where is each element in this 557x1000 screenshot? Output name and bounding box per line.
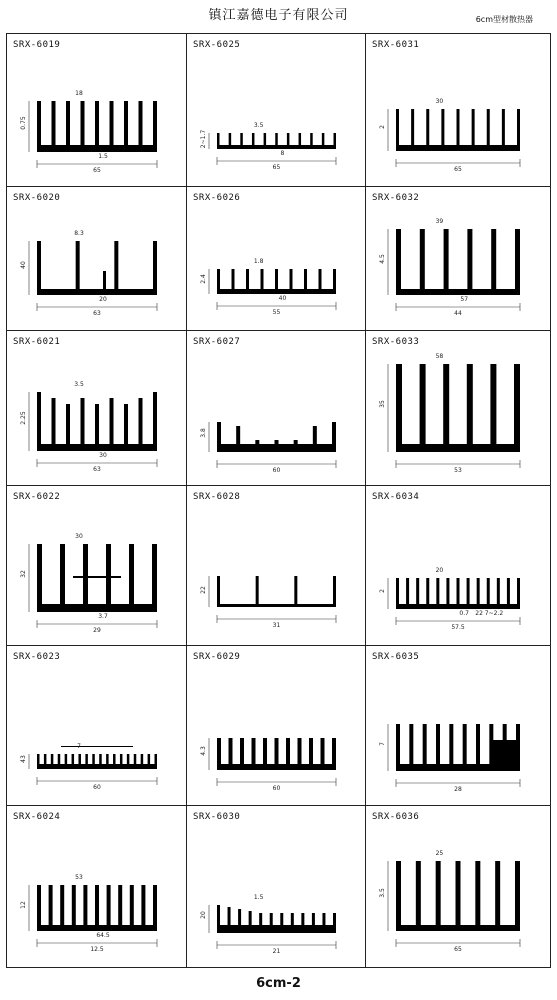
height-dimension: 22 xyxy=(200,586,207,594)
product-grid xyxy=(6,33,551,968)
height-dimension: 2 xyxy=(379,589,386,593)
heatsink-profile xyxy=(396,578,520,609)
product-cell xyxy=(7,34,187,187)
product-cell xyxy=(187,646,366,806)
product-model-label: SRX-6019 xyxy=(13,40,61,50)
heatsink-profile xyxy=(217,422,336,452)
width-dimension: 60 xyxy=(272,467,281,474)
height-dimension: 4.3 xyxy=(200,746,207,756)
profile-drawing xyxy=(7,331,187,486)
fin-dimension: 1.5 xyxy=(253,894,264,901)
width-dimension: 60 xyxy=(272,785,281,792)
fin-dimension: 25 xyxy=(435,850,444,857)
heatsink-profile xyxy=(37,392,157,451)
profile-drawing xyxy=(366,34,550,187)
fin-dimension: 8.3 xyxy=(74,230,84,237)
product-model-label: SRX-6023 xyxy=(13,652,61,662)
detail-dimension: 8 xyxy=(280,150,285,157)
width-dimension: 21 xyxy=(272,948,281,955)
width-dimension: 60 xyxy=(93,784,101,791)
profile-drawing xyxy=(187,646,366,806)
fin-dimension: 53 xyxy=(75,874,83,881)
heatsink-profile xyxy=(217,738,336,770)
product-cell xyxy=(366,486,550,646)
profile-drawing xyxy=(7,187,187,331)
width-dimension: 57.5 xyxy=(451,624,465,631)
product-cell xyxy=(7,486,187,646)
height-dimension: 4.5 xyxy=(379,254,386,264)
product-cell xyxy=(7,646,187,806)
width-dimension: 63 xyxy=(93,466,101,473)
product-cell xyxy=(7,187,187,331)
product-cell xyxy=(366,187,550,331)
company-title: 镇江嘉德电子有限公司 xyxy=(208,8,349,23)
heatsink-profile xyxy=(37,241,157,295)
heatsink-profile xyxy=(217,905,336,933)
height-dimension: 3.8 xyxy=(200,428,207,438)
profile-drawing xyxy=(366,646,550,806)
heatsink-profile xyxy=(217,576,336,607)
width-dimension: 63 xyxy=(93,310,101,317)
product-model-label: SRX-6032 xyxy=(372,193,420,203)
product-model-label: SRX-6026 xyxy=(193,193,241,203)
detail-dimension: 7~2.2 xyxy=(484,610,504,617)
fin-dimension: 20 xyxy=(435,567,444,574)
product-cell xyxy=(7,331,187,486)
product-model-label: SRX-6029 xyxy=(193,652,241,662)
profile-drawing xyxy=(7,34,187,187)
product-model-label: SRX-6025 xyxy=(193,40,241,50)
product-model-label: SRX-6021 xyxy=(13,337,61,347)
product-model-label: SRX-6030 xyxy=(193,812,241,822)
width-dimension: 65 xyxy=(93,167,101,174)
product-cell xyxy=(187,806,366,967)
product-model-label: SRX-6020 xyxy=(13,193,61,203)
heatsink-profile xyxy=(396,229,520,295)
profile-drawing xyxy=(187,187,366,331)
profile-drawing xyxy=(187,486,366,646)
heatsink-profile xyxy=(37,101,157,152)
product-cell xyxy=(187,486,366,646)
height-dimension: 35 xyxy=(379,400,386,408)
profile-drawing xyxy=(366,331,550,486)
profile-drawing xyxy=(7,486,187,646)
product-model-label: SRX-6031 xyxy=(372,40,420,50)
profile-drawing xyxy=(187,806,366,967)
fin-dimension: 3.5 xyxy=(74,381,84,388)
height-dimension: 12 xyxy=(20,901,27,909)
fin-dimension: 7 xyxy=(77,743,81,750)
product-model-label: SRX-6033 xyxy=(372,337,420,347)
heatsink-profile xyxy=(37,754,157,769)
product-model-label: SRX-6028 xyxy=(193,492,241,502)
product-model-label: SRX-6034 xyxy=(372,492,420,502)
height-dimension: 3.5 xyxy=(379,888,386,898)
product-model-label: SRX-6022 xyxy=(13,492,61,502)
height-dimension: 2~1.7 xyxy=(200,129,207,149)
product-cell xyxy=(187,331,366,486)
heatsink-profile xyxy=(217,133,336,149)
heatsink-profile xyxy=(396,364,520,452)
fin-dimension: 18 xyxy=(75,90,83,97)
profile-drawing xyxy=(187,34,366,187)
heatsink-profile xyxy=(396,109,520,151)
heatsink-profile xyxy=(217,269,336,294)
heatsink-profile xyxy=(37,885,157,931)
width-dimension: 65 xyxy=(454,946,462,953)
height-dimension: 2.4 xyxy=(200,274,207,284)
fin-dimension: 30 xyxy=(435,98,444,105)
detail-dimension: 40 xyxy=(278,295,287,302)
product-cell xyxy=(366,331,550,486)
detail-dimension: 30 xyxy=(99,452,107,459)
detail-dimension: 0.7 xyxy=(459,610,469,617)
heatsink-profile xyxy=(396,861,520,931)
detail-dimension: 57 xyxy=(460,296,469,303)
product-model-label: SRX-6036 xyxy=(372,812,420,822)
width-dimension: 53 xyxy=(454,467,462,474)
fin-dimension: 1.8 xyxy=(253,258,264,265)
height-dimension: 2 xyxy=(379,125,386,129)
width-dimension: 65 xyxy=(454,166,462,173)
height-dimension: 32 xyxy=(20,570,27,578)
height-dimension: 2.25 xyxy=(20,411,27,425)
width-dimension: 28 xyxy=(454,786,462,793)
profile-drawing xyxy=(366,187,550,331)
width-dimension: 65 xyxy=(272,164,281,171)
width-dimension: 55 xyxy=(272,309,281,316)
width-dimension: 44 xyxy=(454,310,462,317)
profile-drawing xyxy=(7,806,187,967)
height-dimension: 7 xyxy=(379,742,386,746)
fin-dimension: 3.5 xyxy=(253,122,264,129)
detail-dimension: 1.5 xyxy=(98,153,108,160)
product-model-label: SRX-6024 xyxy=(13,812,61,822)
fin-dimension: 58 xyxy=(435,353,444,360)
height-dimension: 43 xyxy=(20,755,27,763)
product-cell xyxy=(7,806,187,967)
profile-drawing xyxy=(366,806,550,967)
detail-dimension: 22 xyxy=(475,610,483,617)
profile-drawing xyxy=(366,486,550,646)
product-cell xyxy=(366,646,550,806)
detail-dimension: 3.7 xyxy=(98,613,108,620)
profile-drawing xyxy=(187,331,366,486)
product-model-label: SRX-6027 xyxy=(193,337,241,347)
height-dimension: 40 xyxy=(20,261,27,269)
profile-drawing xyxy=(7,646,187,806)
width-dimension: 31 xyxy=(272,622,281,629)
height-dimension: 0.75 xyxy=(20,116,27,130)
product-model-label: SRX-6035 xyxy=(372,652,420,662)
width-dimension: 29 xyxy=(93,627,101,634)
fin-dimension: 39 xyxy=(435,218,444,225)
detail-dimension: 20 xyxy=(99,296,107,303)
product-cell xyxy=(366,806,550,967)
width-dimension: 12.5 xyxy=(90,946,104,953)
fin-dimension: 30 xyxy=(75,533,83,540)
product-cell xyxy=(187,187,366,331)
page-label: 6cm-2 xyxy=(256,976,301,991)
product-cell xyxy=(187,34,366,187)
detail-dimension: 64.5 xyxy=(96,932,110,939)
product-cell xyxy=(366,34,550,187)
catalog-subtitle: 6cm型材散热器 xyxy=(475,15,533,24)
height-dimension: 20 xyxy=(200,911,207,919)
